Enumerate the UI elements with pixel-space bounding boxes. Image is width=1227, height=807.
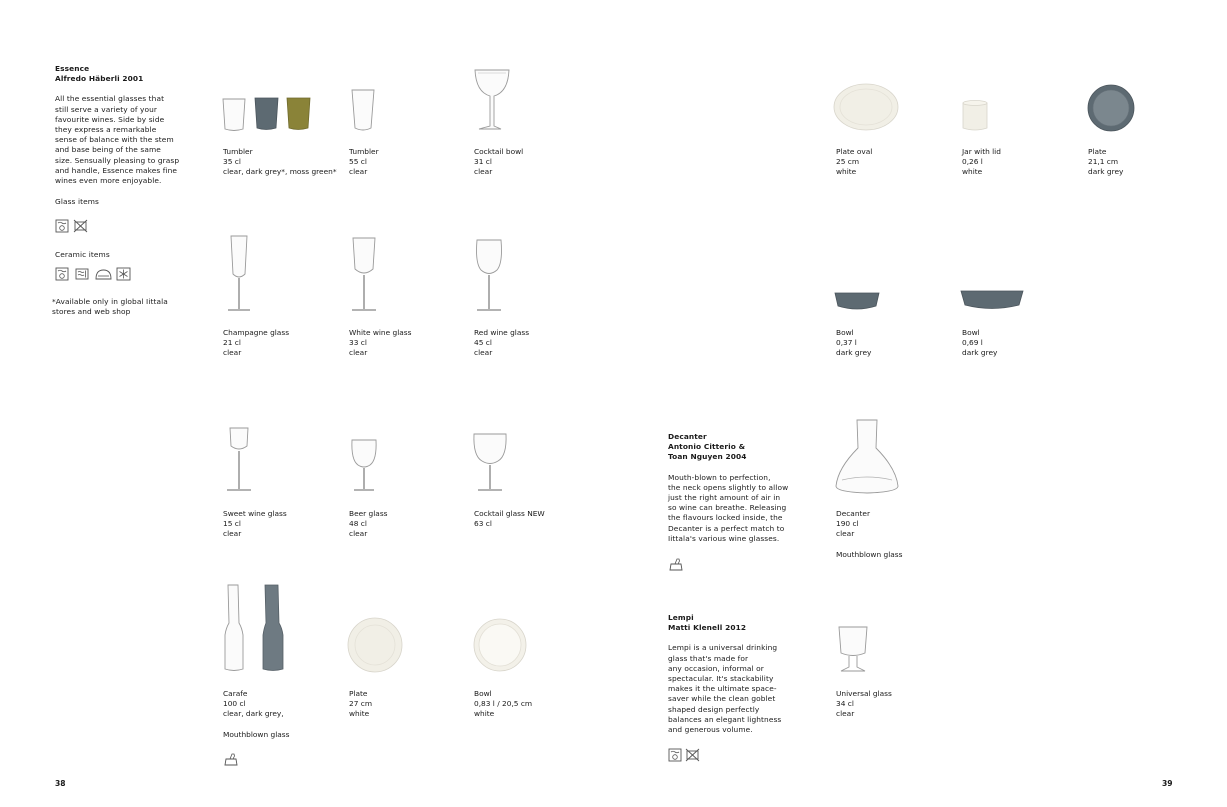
product-size: 63 cl [474,519,492,529]
product-size: 34 cl [836,699,854,709]
lempi-title: Lempi [668,613,694,622]
decanter-product-image [834,418,900,496]
product-caption [223,509,343,540]
page-number-left: 38 [55,779,66,788]
lempi-intro [668,613,818,735]
champagne-glass-product-image [224,234,254,314]
product-note: Mouthblown glass [223,729,290,739]
product-note: Mouthblown glass [836,549,903,559]
collection-description: All the essential glasses that still serve a variety of your favourite wines. Side by side they express a remarkable sense of balance with the stem and base being of the same size. Sensually pleasing to grasp and handle, Essence makes fine wines even more enjoyable. [55,94,180,186]
product-caption [223,147,343,178]
product-name: Bowl [836,328,854,337]
product-caption [223,689,343,740]
product-name: Carafe [223,689,248,698]
product-size: 0,69 l [962,338,983,348]
plate-27-product-image [346,616,404,674]
freezer-icon [116,267,131,281]
tumbler-35-product-image [221,95,316,133]
product-color: clear [223,348,242,358]
collection-title: Essence [55,64,90,73]
product-size: 35 cl [223,157,241,167]
product-name: Plate oval [836,147,873,156]
product-color: white [474,709,495,719]
product-size: 190 cl [836,519,859,529]
decanter-description: Mouth-blown to perfection, the neck opens slightly to allow just the right amount of air in so wine can breathe. Releasing the flavours locked inside, the Decanter is a perfect match to Iittala's various wine glasses. [668,472,789,543]
dishwasher-icon [55,267,69,281]
dishwasher-icon [668,748,682,762]
product-color: white [962,167,983,177]
product-caption [349,509,469,540]
microwave-icon [75,267,89,281]
product-size: 15 cl [223,519,241,529]
universal-glass-product-image [835,625,871,675]
product-size: 31 cl [474,157,492,167]
product-size: 48 cl [349,519,367,529]
product-size: 21,1 cm [1088,157,1119,167]
product-caption [962,147,1082,178]
product-color: clear [349,348,368,358]
product-size: 0,37 l [836,338,857,348]
product-caption [962,328,1082,359]
oven-icon [95,268,112,281]
essence-intro [55,64,195,207]
collection-designer: Alfredo Häberli 2001 [55,74,144,84]
product-name: Jar with lid [962,147,1001,156]
product-size: 25 cm [836,157,860,167]
glass-items-label: Glass items [55,197,100,207]
product-size: 0,26 l [962,157,983,167]
product-caption [349,328,469,359]
product-name: Bowl [474,689,492,698]
product-name: Plate [349,689,368,698]
cocktail-bowl-product-image [474,68,510,132]
product-color: clear [349,167,368,177]
product-caption [223,328,343,359]
cocktail-glass-product-image [472,432,508,494]
product-color: clear [474,348,493,358]
product-name: Universal glass [836,689,892,698]
product-caption [349,147,469,178]
sweet-wine-glass-product-image [224,426,254,494]
product-caption [836,147,956,178]
product-size: 21 cl [223,338,241,348]
product-name: Tumbler [349,147,379,156]
handwash-icon [223,752,239,767]
product-name: Cocktail bowl [474,147,524,156]
product-color: clear, dark grey, [223,709,284,719]
decanter-designer: Antonio Citterio & Toan Nguyen 2004 [668,442,747,462]
product-color: clear, dark grey*, moss green* [223,167,337,177]
no-microwave-icon [73,219,88,233]
product-name: Bowl [962,328,980,337]
product-caption [349,689,469,720]
product-color: clear [474,167,493,177]
handwash-icon [668,557,684,572]
product-size: 27 cm [349,699,373,709]
product-caption [474,509,594,529]
decanter-intro [668,432,818,544]
tumbler-55-product-image [349,87,379,133]
product-size: 55 cl [349,157,367,167]
product-caption [836,328,956,359]
product-color: dark grey [836,348,872,358]
plate-dark-grey-product-image [1087,84,1135,132]
product-caption [474,328,594,359]
product-name: Decanter [836,509,870,518]
jar-with-lid-product-image [960,99,990,133]
lempi-designer: Matti Klenell 2012 [668,623,747,633]
white-wine-glass-product-image [349,236,379,314]
product-name: Cocktail glass NEW [474,509,545,518]
dishwasher-icon [55,219,69,233]
product-size: 100 cl [223,699,246,709]
product-color: clear [836,709,855,719]
carafe-product-image [222,583,288,673]
product-name: Beer glass [349,509,388,518]
ceramic-items-label: Ceramic items [55,250,110,259]
plate-oval-product-image [833,82,899,132]
product-size: 0,83 l / 20,5 cm [474,699,533,709]
product-color: white [836,167,857,177]
product-color: white [349,709,370,719]
product-color: dark grey [962,348,998,358]
product-color: clear [349,529,368,539]
bowl-white-product-image [473,617,527,673]
product-caption [836,689,956,720]
product-caption [474,689,594,720]
product-caption [836,509,956,560]
product-name: Red wine glass [474,328,530,337]
bowl-037-product-image [834,291,880,313]
product-name: Tumbler [223,147,253,156]
product-color: clear [223,529,242,539]
product-name: Plate [1088,147,1107,156]
product-name: White wine glass [349,328,412,337]
decanter-title: Decanter [668,432,707,441]
product-name: Sweet wine glass [223,509,287,518]
product-name: Champagne glass [223,328,290,337]
product-caption [1088,147,1208,178]
bowl-069-product-image [960,289,1024,313]
product-color: dark grey [1088,167,1124,177]
lempi-description: Lempi is a universal drinking glass that's made for any occasion, informal or spectacular. It's stackability makes it the ultimate space- saver while the clean goblet shaped design perfectly balances an elegant lightness and generous volume. [668,643,782,735]
footnote: *Available only in global Iittala stores and web shop [52,297,168,317]
no-microwave-icon [685,748,700,762]
product-color: clear [836,529,855,539]
product-size: 45 cl [474,338,492,348]
product-caption [474,147,594,178]
red-wine-glass-product-image [473,238,505,314]
beer-glass-product-image [349,438,379,494]
page-number-right: 39 [1162,779,1173,788]
product-size: 33 cl [349,338,367,348]
